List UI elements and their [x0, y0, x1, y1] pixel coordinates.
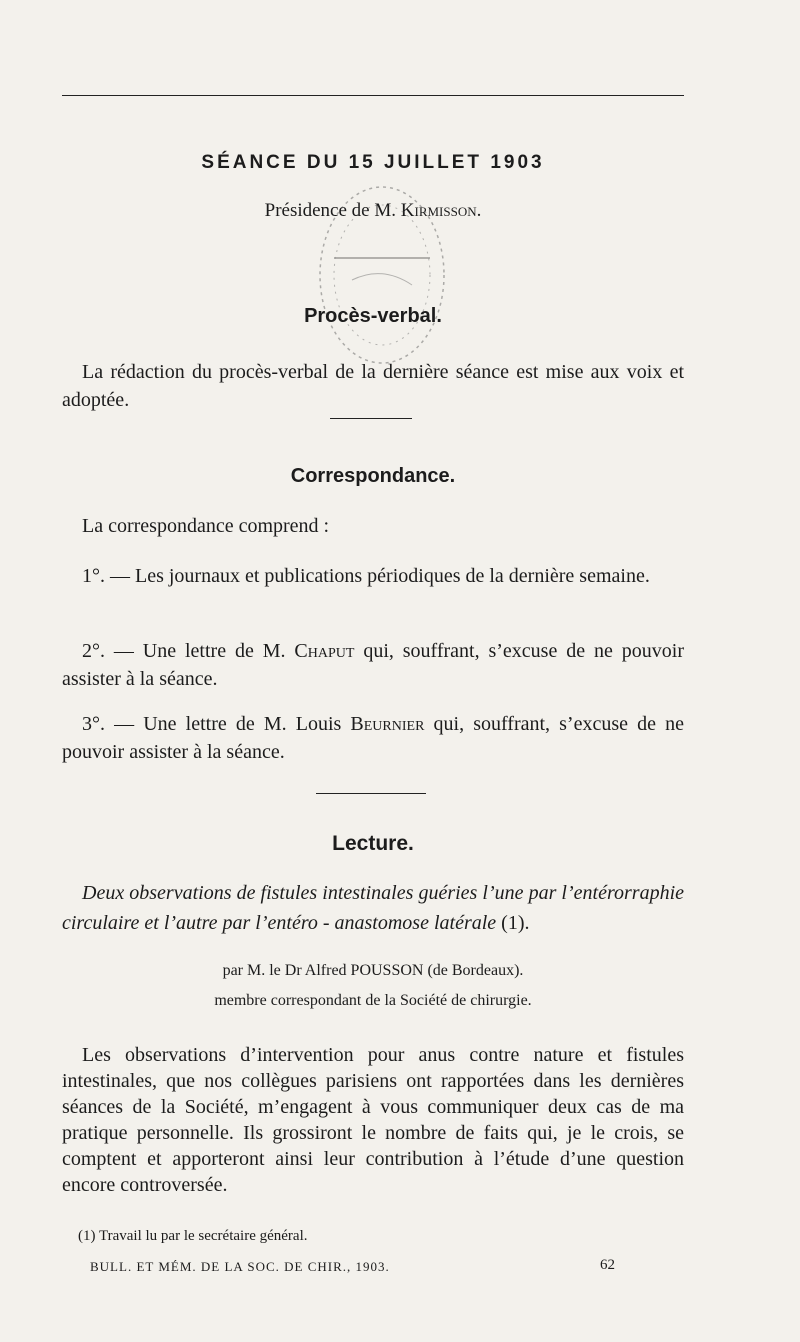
page-number: 62: [600, 1257, 615, 1273]
journal-footer: BULL. ET MÉM. DE LA SOC. DE CHIR., 1903.: [90, 1259, 390, 1274]
lecture-title-italic: Deux observations de fistules intestinales guéries l’une par l’entérorraphie circulaire et l’autre par l’entéro - anastomose latérale: [62, 882, 684, 934]
lecture-title-note: (1).: [496, 912, 530, 934]
correspondance-heading: Correspondance.: [290, 465, 456, 487]
president-name: Kirmisson: [400, 200, 477, 221]
lecture-affiliation: membre correspondant de la Société de chirurgie.: [214, 992, 532, 1009]
correspondance-intro: La correspondance comprend :: [82, 515, 330, 537]
library-stamp: [312, 180, 452, 370]
correspondance-item-2: 2°. — Une lettre de M. Chaput qui, souffrant, s’excuse de ne pouvoir assister à la séance.: [62, 640, 684, 690]
presidence-suffix: .: [476, 200, 482, 221]
separator-1: [330, 418, 412, 419]
presidence-prefix: Présidence de M.: [264, 200, 401, 221]
session-title: SÉANCE DU 15 JUILLET 1903: [201, 152, 545, 173]
proces-verbal-heading: Procès-verbal.: [304, 305, 442, 327]
lecture-title: [62, 878, 684, 938]
separator-2: [316, 793, 426, 794]
beurnier-name: Beurnier: [350, 713, 425, 735]
proces-verbal-text: La rédaction du procès-verbal de la dernière séance est mise aux voix et adoptée.: [62, 361, 684, 411]
correspondance-item-1: 1°. — Les journaux et publications périodiques de la dernière semaine.: [82, 565, 650, 587]
lecture-heading: Lecture.: [332, 832, 414, 855]
footnote: (1) Travail lu par le secrétaire général.: [78, 1228, 308, 1244]
lecture-author: par M. le Dr Alfred POUSSON (de Bordeaux).: [222, 962, 524, 979]
correspondance-item-3: 3°. — Une lettre de M. Louis Beurnier qui, souffrant, s’excuse de ne pouvoir assister à la séance.: [62, 713, 684, 763]
lecture-body: Les observations d’intervention pour anus contre nature et fistules intestinales, que nos collègues parisiens ont rapportées dans les dernières séances de la Société, m’engagent à vous communiquer deux cas de ma pratique personnelle. Ils grossiront le nombre de faits qui, je le crois, se comptent et apporteront ainsi leur contribution à l’étude d’une question encore controversée.: [62, 1044, 684, 1196]
chaput-name: Chaput: [294, 640, 355, 662]
top-rule: [62, 95, 684, 96]
